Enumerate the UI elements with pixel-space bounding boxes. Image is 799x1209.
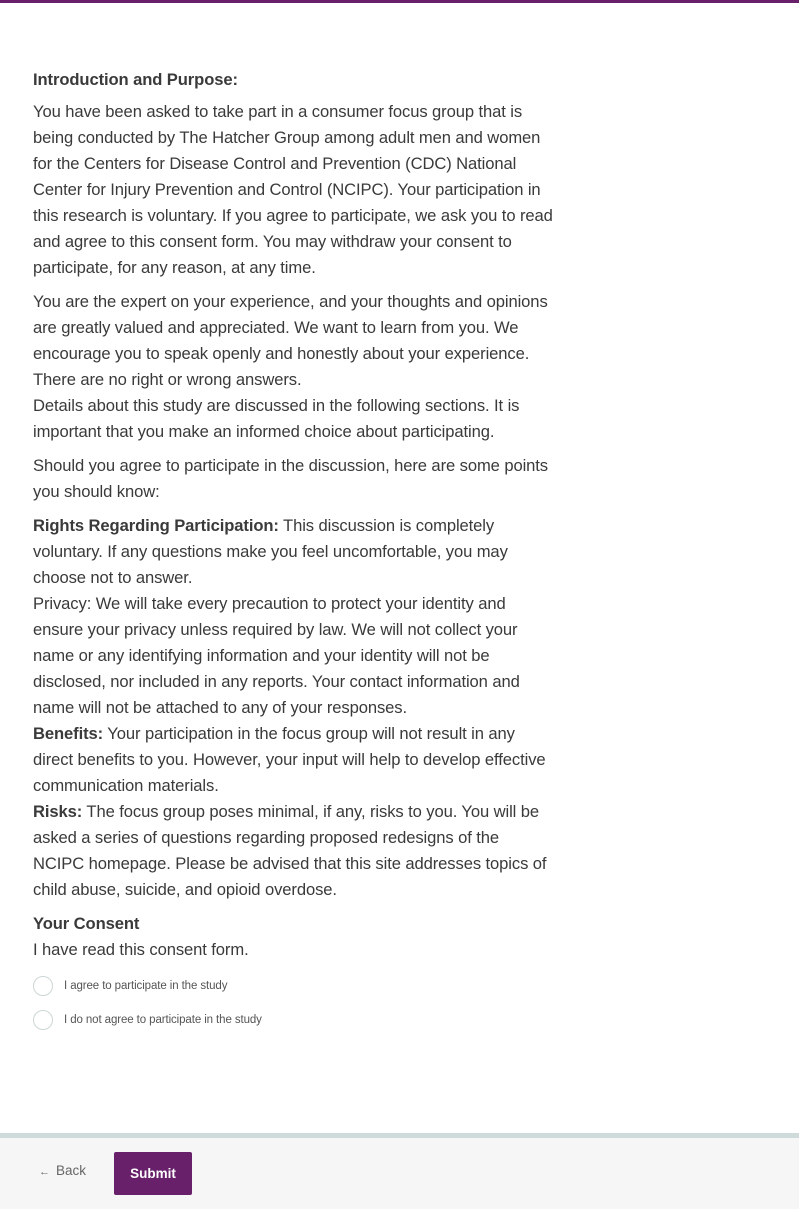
radio-label: I do not agree to participate in the study	[64, 1014, 262, 1026]
risks-text: The focus group poses minimal, if any, risks to you. You will be asked a series of questions regarding proposed redesigns of the NCIPC homepage. Please be advised that this site addresses topics of child abuse, suicide, and opioid overdose.	[33, 802, 547, 899]
rights-label: Rights Regarding Participation:	[33, 516, 279, 535]
consent-heading: Your Consent	[33, 914, 140, 933]
rights-text: This discussion is completely voluntary. If any questions make you feel uncomfortable, you may choose not to answer.	[33, 516, 508, 587]
back-button[interactable]	[39, 1163, 86, 1178]
intro-heading: Introduction and Purpose:	[33, 70, 238, 89]
top-accent-bar	[0, 0, 799, 3]
points-paragraph	[33, 513, 553, 903]
expert-paragraph	[33, 289, 553, 445]
footer-bar	[0, 1133, 799, 1209]
radio-label: I agree to participate in the study	[64, 980, 228, 992]
radio-agree[interactable]	[33, 969, 553, 1003]
intro-paragraph: You have been asked to take part in a consumer focus group that is being conducted by The Hatcher Group among adult men and women for the Centers for Disease Control and Prevention (CDC) National Center for Injury Prevention and Control (NCIPC). Your participation in this research is voluntary. If you agree to participate, we ask you to read and agree to this consent form. You may withdraw your consent to participate, for any reason, at any time.	[33, 102, 553, 277]
risks-label: Risks:	[33, 802, 83, 821]
arrow-left-icon: ←	[39, 1166, 50, 1178]
radio-circle-icon[interactable]	[33, 976, 53, 996]
benefits-label: Benefits:	[33, 724, 104, 743]
privacy-text: Privacy: We will take every precaution to protect your identity and ensure your privacy unless required by law. We will not collect your name or any identifying information and your identity will not be disclosed, nor included in any reports. Your contact information and name will not be attached to any of your responses.	[33, 594, 520, 717]
points-intro: Should you agree to participate in the discussion, here are some points you should know:	[33, 456, 548, 501]
consent-form	[33, 67, 553, 1037]
back-label: Back	[56, 1163, 87, 1178]
radio-disagree[interactable]	[33, 1003, 553, 1037]
details-text: Details about this study are discussed in the following sections. It is important that you make an informed choice about participating.	[33, 396, 520, 441]
radio-circle-icon[interactable]	[33, 1010, 53, 1030]
expert-text: You are the expert on your experience, and your thoughts and opinions are greatly valued and appreciated. We want to learn from you. We encourage you to speak openly and honestly about your experience. There are no right or wrong answers.	[33, 292, 548, 389]
consent-statement: I have read this consent form.	[33, 940, 249, 959]
benefits-text: Your participation in the focus group will not result in any direct benefits to you. However, your input will help to develop effective communication materials.	[33, 724, 546, 795]
submit-button[interactable]: Submit	[114, 1152, 192, 1195]
